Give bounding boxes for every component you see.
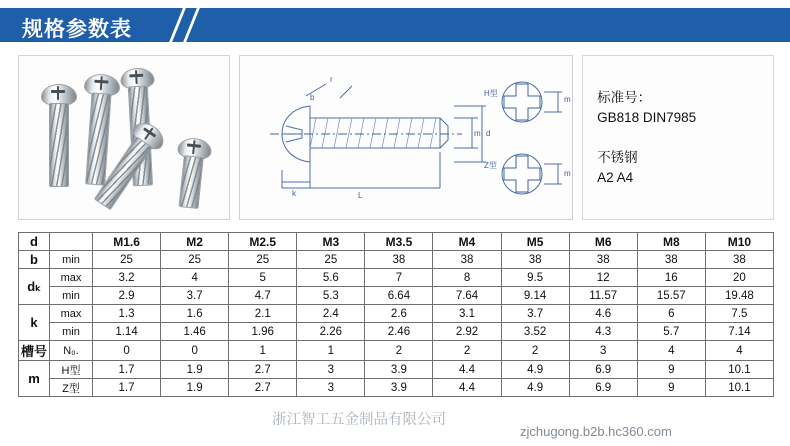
- table-row-m-z: [19, 379, 774, 397]
- cell: 2: [433, 341, 501, 361]
- cell: 4: [705, 341, 773, 361]
- cell: 1.46: [161, 323, 229, 341]
- cell: 20: [705, 269, 773, 287]
- cell: 1.14: [93, 323, 161, 341]
- cell: 2.26: [297, 323, 365, 341]
- top-panels: [18, 55, 774, 220]
- cell: 3.2: [93, 269, 161, 287]
- cell: 4: [161, 269, 229, 287]
- screw-shaft: [49, 103, 69, 187]
- technical-drawing-panel: [239, 55, 573, 220]
- cell: M6: [569, 233, 637, 251]
- cell: 4.6: [569, 305, 637, 323]
- cross-slot-v: [57, 86, 60, 100]
- cell: 2.46: [365, 323, 433, 341]
- standard-label: 标准号：: [597, 90, 652, 105]
- cell: M2.5: [229, 233, 297, 251]
- cell: 1.6: [161, 305, 229, 323]
- table-row-dk-max: [19, 269, 774, 287]
- dim-label-k: k: [291, 189, 296, 198]
- cell: 9: [637, 379, 705, 397]
- row-label-dk: dₖ: [19, 269, 50, 305]
- cell: 4.4: [433, 379, 501, 397]
- cell: 2.9: [93, 287, 161, 305]
- standard-value: GB818 DIN7985: [597, 110, 697, 125]
- cell: 25: [161, 251, 229, 269]
- cell: 1.9: [161, 379, 229, 397]
- cell: 10.1: [705, 379, 773, 397]
- cell: 3.9: [365, 361, 433, 379]
- cell: 6.9: [569, 361, 637, 379]
- cell: 3.1: [433, 305, 501, 323]
- front-view-label-h: H型: [483, 89, 498, 98]
- page-title: 规格参数表: [22, 18, 132, 41]
- screw-shaft: [178, 155, 203, 209]
- cell: M10: [705, 233, 773, 251]
- dim-label-r: r: [329, 75, 333, 84]
- cell: 3.52: [501, 323, 569, 341]
- cell: 9.14: [501, 287, 569, 305]
- row-label-b: b: [19, 251, 50, 269]
- row-sub-m-z: Z型: [50, 379, 93, 397]
- cell: 7: [365, 269, 433, 287]
- watermark-company: 浙江智工五金制品有限公司: [272, 412, 446, 428]
- cell: 0: [161, 341, 229, 361]
- cell: 1.9: [161, 361, 229, 379]
- cell: 11.57: [569, 287, 637, 305]
- cell: 1.7: [93, 379, 161, 397]
- material-label: 不锈钢: [597, 150, 638, 165]
- technical-drawing-svg: [240, 56, 573, 219]
- row-sub-m-h: H型: [50, 361, 93, 379]
- cell: M5: [501, 233, 569, 251]
- dim-label-b: b: [309, 93, 315, 102]
- cell: M4: [433, 233, 501, 251]
- cell: 12: [569, 269, 637, 287]
- row-label-m: m: [19, 361, 50, 397]
- cell: 3.7: [501, 305, 569, 323]
- cell: 1: [229, 341, 297, 361]
- row-label-slot: 槽号: [19, 341, 50, 361]
- product-photo-panel: [18, 55, 230, 220]
- front-view-label-z: Z型: [483, 161, 497, 170]
- cell: 8: [433, 269, 501, 287]
- cell: 6.64: [365, 287, 433, 305]
- cell: 38: [705, 251, 773, 269]
- cell: 5.6: [297, 269, 365, 287]
- row-sub-d: [50, 233, 93, 251]
- row-sub-dk-max: max: [50, 269, 93, 287]
- cell: 7.5: [705, 305, 773, 323]
- cell: 16: [637, 269, 705, 287]
- cell: 2.4: [297, 305, 365, 323]
- cell: 2.6: [365, 305, 433, 323]
- dim-label-m-z: m: [563, 169, 571, 178]
- specification-table: [18, 232, 774, 397]
- cell: M3: [297, 233, 365, 251]
- table-row-d: [19, 233, 774, 251]
- cell: 2.7: [229, 361, 297, 379]
- banner-slash-decor-1: [169, 8, 186, 42]
- cell: M3.5: [365, 233, 433, 251]
- banner-slash-decor-2: [183, 8, 200, 42]
- table-row-b-min: [19, 251, 774, 269]
- cell: 9: [637, 361, 705, 379]
- cell: 4.7: [229, 287, 297, 305]
- row-sub-b-min: min: [50, 251, 93, 269]
- standard-info-panel: [582, 55, 774, 220]
- row-sub-dk-min: min: [50, 287, 93, 305]
- cell: 2.7: [229, 379, 297, 397]
- cell: 7.14: [705, 323, 773, 341]
- cell: 6: [637, 305, 705, 323]
- cell: M2: [161, 233, 229, 251]
- cell: 0: [93, 341, 161, 361]
- cell: 38: [433, 251, 501, 269]
- cell: 25: [229, 251, 297, 269]
- screw-photo-5: [171, 137, 210, 212]
- cell: 7.64: [433, 287, 501, 305]
- cell: 5: [229, 269, 297, 287]
- cell: 4.9: [501, 379, 569, 397]
- cell: 6.9: [569, 379, 637, 397]
- dim-label-m: m: [473, 129, 481, 138]
- dim-label-L: L: [357, 191, 363, 200]
- cell: 4.4: [433, 361, 501, 379]
- watermark-url: zjchugong.b2b.hc360.com: [520, 424, 672, 439]
- cell: 4: [637, 341, 705, 361]
- cell: 4.3: [569, 323, 637, 341]
- cell: 9.5: [501, 269, 569, 287]
- cell: 3: [297, 361, 365, 379]
- dim-label-m-h: m: [563, 95, 571, 104]
- cell: 4.9: [501, 361, 569, 379]
- cell: 1.96: [229, 323, 297, 341]
- row-sub-slot-no: N₀.: [50, 341, 93, 361]
- cell: M1.6: [93, 233, 161, 251]
- row-label-d: d: [19, 233, 50, 251]
- page-header-banner: [0, 8, 790, 42]
- cell: 5.7: [637, 323, 705, 341]
- cell: 2.92: [433, 323, 501, 341]
- dim-label-d: d: [485, 129, 491, 138]
- cell: 3.9: [365, 379, 433, 397]
- row-sub-k-min: min: [50, 323, 93, 341]
- cell: 38: [501, 251, 569, 269]
- cell: 1: [297, 341, 365, 361]
- cell: 3.7: [161, 287, 229, 305]
- table-row-k-max: [19, 305, 774, 323]
- cell: 38: [637, 251, 705, 269]
- cell: 5.3: [297, 287, 365, 305]
- cell: 15.57: [637, 287, 705, 305]
- row-sub-k-max: max: [50, 305, 93, 323]
- cell: 25: [93, 251, 161, 269]
- cell: 3: [569, 341, 637, 361]
- cell: 1.3: [93, 305, 161, 323]
- table-row-dk-min: [19, 287, 774, 305]
- row-label-k: k: [19, 305, 50, 341]
- cell: 38: [569, 251, 637, 269]
- cell: 10.1: [705, 361, 773, 379]
- cell: 25: [297, 251, 365, 269]
- table-row-slot-no: [19, 341, 774, 361]
- cell: 2: [365, 341, 433, 361]
- cell: 2: [501, 341, 569, 361]
- material-grades: A2 A4: [597, 170, 634, 185]
- cell: 1.7: [93, 361, 161, 379]
- cell: 2.1: [229, 305, 297, 323]
- cell: 3: [297, 379, 365, 397]
- cell: M8: [637, 233, 705, 251]
- table-row-m-h: [19, 361, 774, 379]
- cell: 38: [365, 251, 433, 269]
- cell: 19.48: [705, 287, 773, 305]
- table-row-k-min: [19, 323, 774, 341]
- screw-photo-1: [41, 84, 75, 188]
